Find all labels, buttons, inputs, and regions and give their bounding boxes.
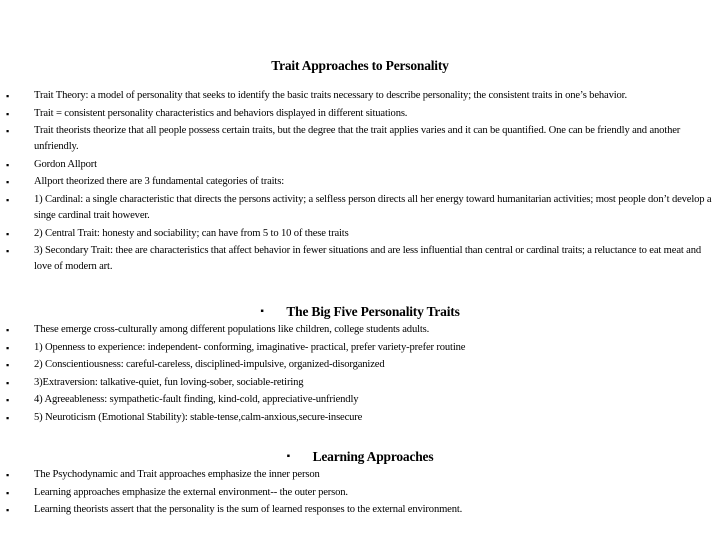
bullet-icon: ▪	[6, 395, 10, 406]
list-item: ▪ The Psychodynamic and Trait approaches emphasize the inner person	[0, 467, 720, 483]
list-item: ▪ 4) Agreeableness: sympathetic-fault finding, kind-cold, appreciative-unfriendly	[0, 392, 720, 408]
bullet-icon: ▪	[6, 377, 10, 388]
page-title-text: Trait Approaches to Personality	[271, 58, 449, 73]
bullet-icon: ▪	[6, 91, 10, 101]
list-item: ▪ Learning theorists assert that the personality is the sum of learned responses to the external environment.	[0, 502, 720, 518]
bullet-icon: ▪	[6, 246, 10, 257]
bullet-icon: ▪	[6, 108, 10, 119]
list-item: ▪ 3)Extraversion: talkative-quiet, fun loving-sober, sociable-retiring	[0, 375, 720, 391]
list-item: ▪ 2) Conscientiousness: careful-careless, disciplined-impulsive, organized-disorganized	[0, 357, 720, 373]
bullet-icon: ▪	[6, 177, 10, 188]
bullet-icon: ▪	[6, 159, 10, 170]
list-item: ▪ These emerge cross-culturally among different populations like children, college students adults.	[0, 322, 720, 338]
page-title	[0, 58, 720, 74]
bullet-icon: ▪	[6, 412, 10, 423]
list-item: ▪ 3) Secondary Trait: thee are characteristics that affect behavior in fewer situations and are less influential than central or cardinal traits; a reluctance to eat meat and love of modern art.	[6, 245, 702, 273]
bullet-icon: ▪	[260, 306, 264, 317]
list-item: ▪ Gordon Allport	[0, 157, 720, 173]
list-item: ▪ Trait theorists theorize that all people possess certain traits, but the degree that the trait applies varies and it can be quantified. One can be friendly and another unfriendly.	[6, 125, 681, 153]
list-item: ▪ Learning approaches emphasize the external environment-- the outer person.	[0, 485, 720, 501]
learning-approaches-list	[0, 467, 720, 520]
bullet-icon: ▪	[286, 451, 290, 462]
list-item: ▪ Allport theorized there are 3 fundamental categories of traits:	[0, 174, 720, 190]
trait-approaches-list	[0, 88, 720, 277]
list-item: ▪ 5) Neuroticism (Emotional Stability): stable-tense,calm-anxious,secure-insecure	[0, 410, 720, 426]
section-heading-text: Learning Approaches	[312, 449, 434, 464]
section-heading-learning	[0, 449, 720, 465]
bullet-icon: ▪	[6, 360, 10, 371]
list-item: ▪ Trait = consistent personality characteristics and behaviors displayed in different situations.	[0, 106, 720, 122]
big-five-list	[0, 322, 720, 428]
list-item: ▪ 1) Openness to experience: independent- conforming, imaginative- practical, prefer variety-prefer routine	[0, 340, 720, 356]
section-heading-big-five	[0, 304, 720, 320]
bullet-icon: ▪	[6, 325, 10, 335]
list-item: ▪ 2) Central Trait: honesty and sociability; can have from 5 to 10 of these traits	[0, 226, 720, 242]
bullet-icon: ▪	[6, 470, 10, 480]
section-heading-text: The Big Five Personality Traits	[286, 304, 460, 319]
bullet-icon: ▪	[6, 194, 10, 205]
list-item: ▪ 1) Cardinal: a single characteristic that directs the persons activity; a selfless person directs all her energy toward humanitarian activities; most people don’t develop a singe cardinal trait however.	[6, 193, 712, 221]
bullet-icon: ▪	[6, 228, 10, 239]
bullet-icon: ▪	[6, 505, 10, 516]
list-item: ▪ Trait Theory: a model of personality that seeks to identify the basic traits necessary to describe personality; the consistent traits in one’s behavior.	[0, 88, 720, 104]
bullet-icon: ▪	[6, 126, 10, 137]
bullet-icon: ▪	[6, 487, 10, 498]
bullet-icon: ▪	[6, 342, 10, 353]
